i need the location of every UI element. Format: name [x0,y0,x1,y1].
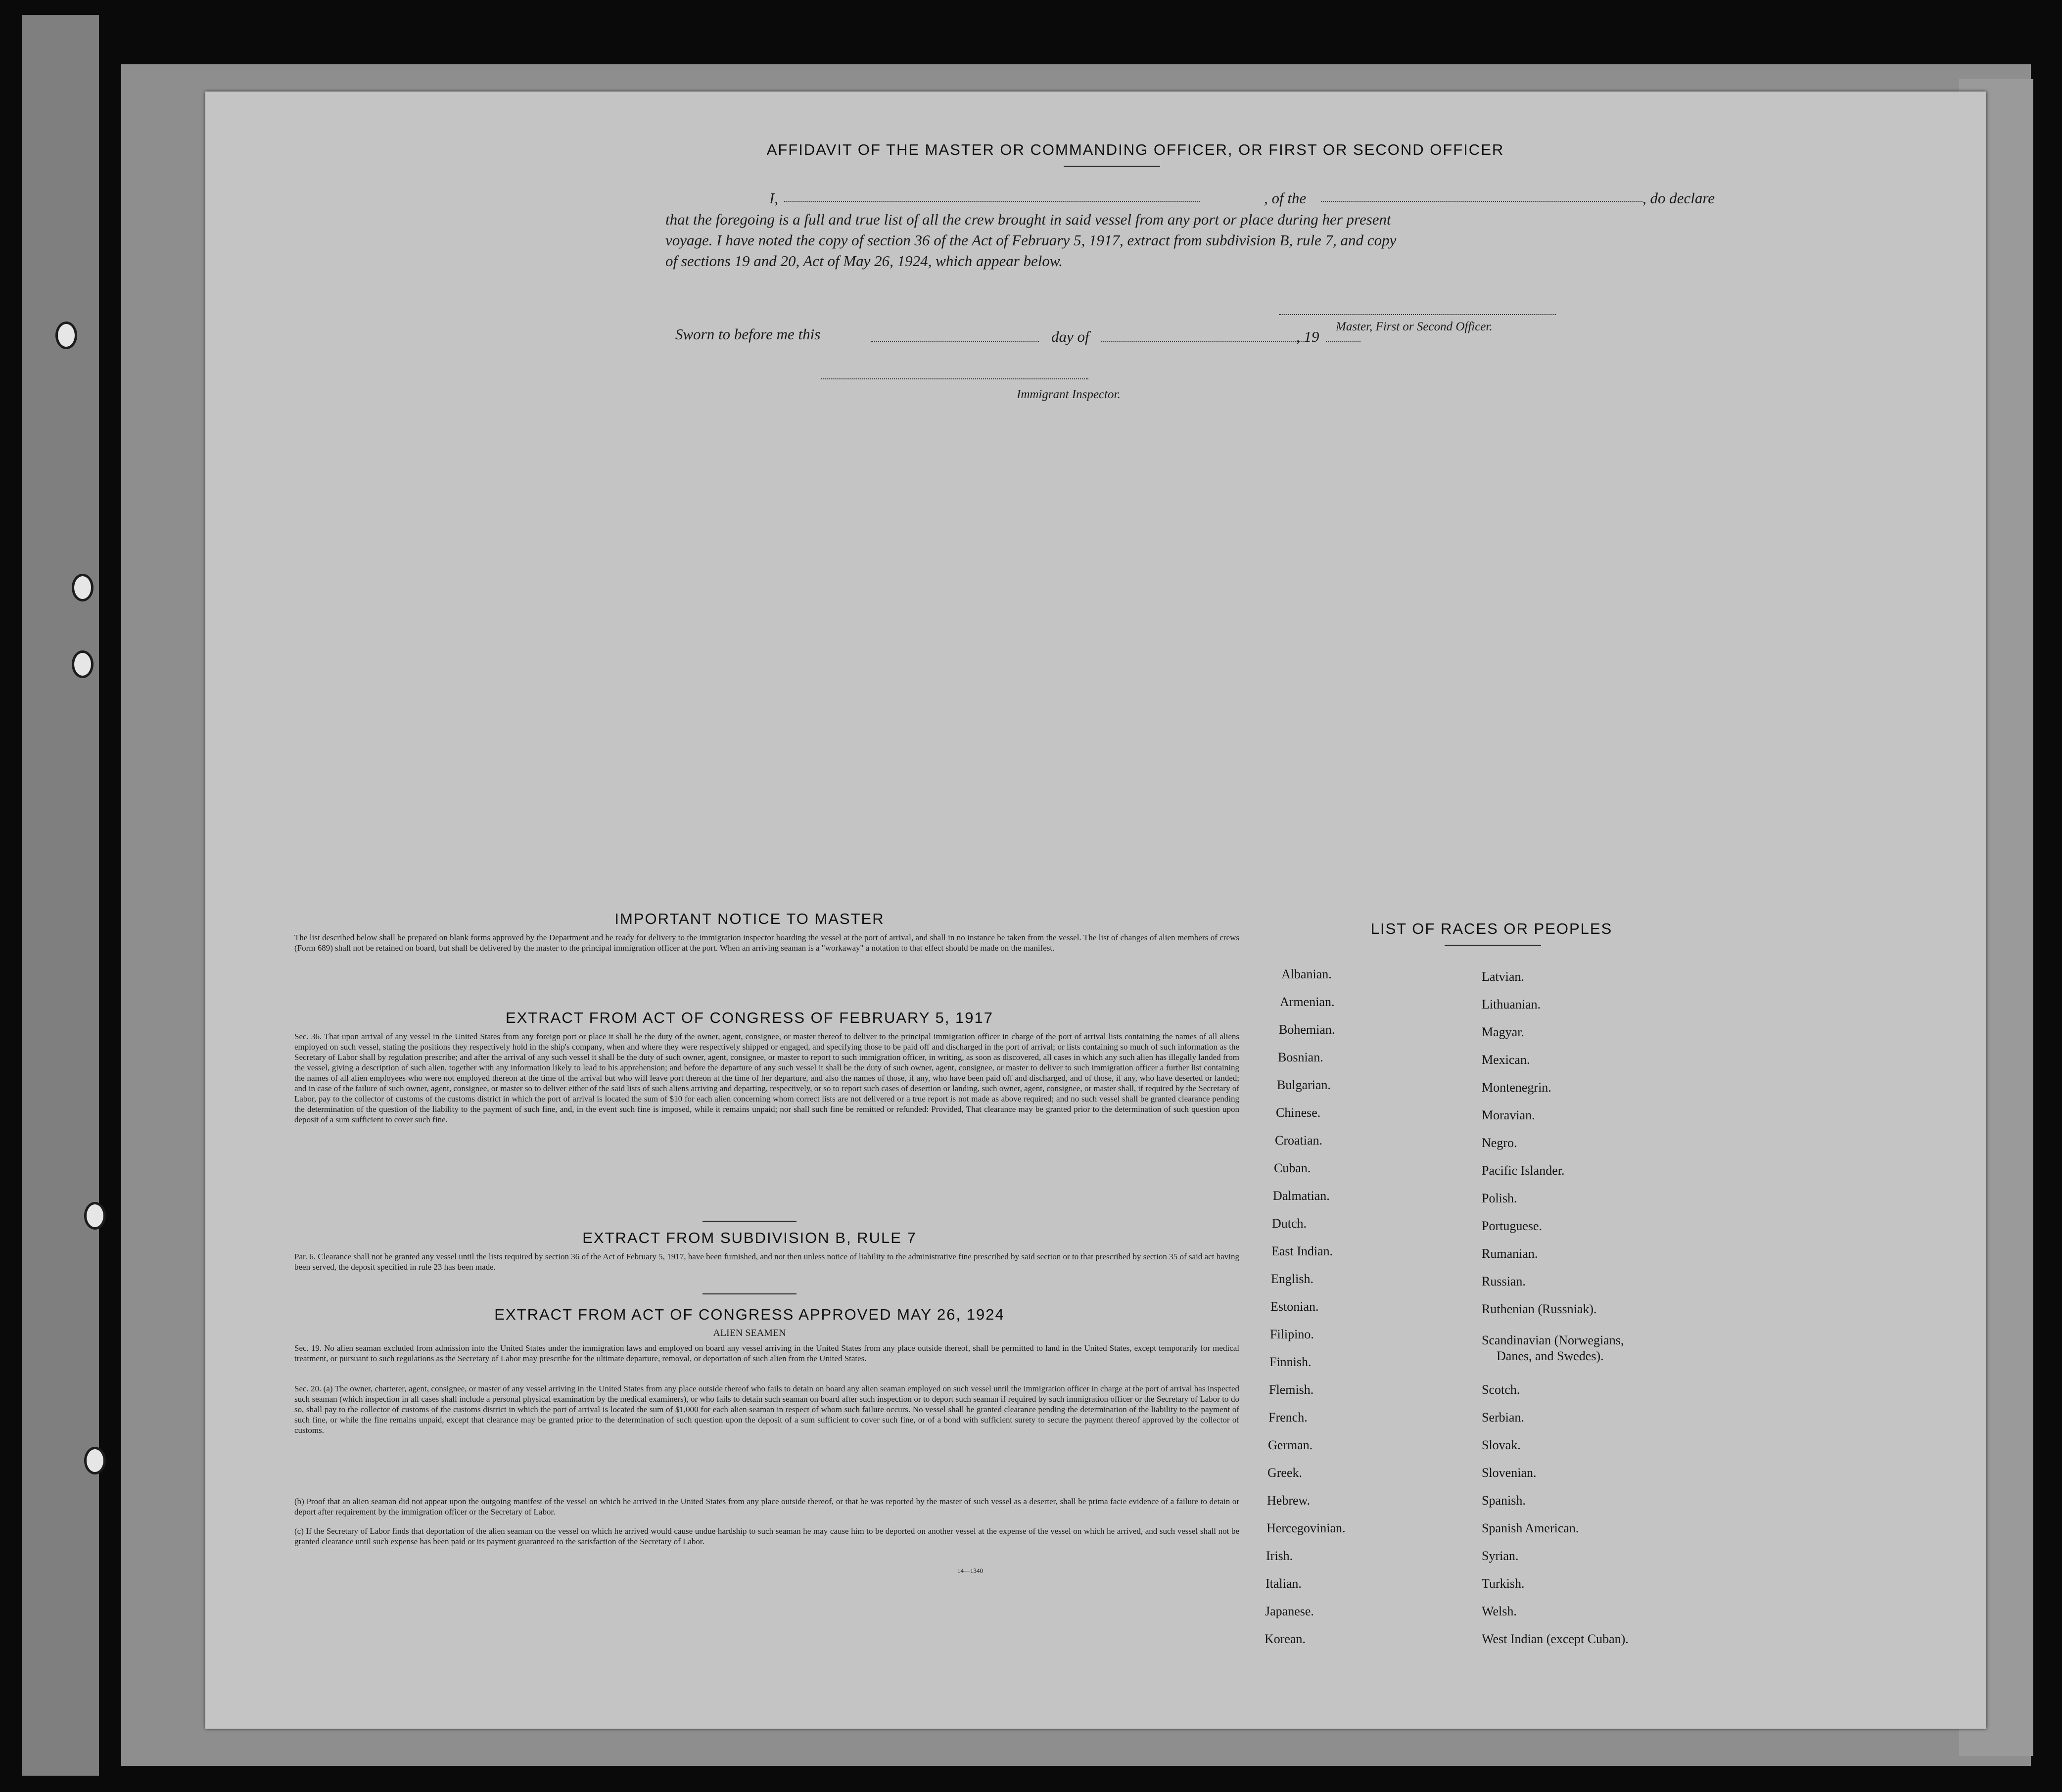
affidavit-line-4: of sections 19 and 20, Act of May 26, 1924, which appear below. [665,252,1063,270]
left-page-strip [22,15,99,1776]
race-item: Latvian. [1482,969,1524,984]
extract-1924-sec19: Sec. 19. No alien seaman excluded from admission into the United States under the immigration laws and employed on board any vessel arriving in the United States from any place outside thereof, shall be permitted to land in the United States, except temporarily for medical treatment, or pursuant to such regulations as the Secretary of Labor may prescribe for the ultimate departure, removal, or deportation of such alien from the United States. [294,1343,1239,1363]
race-item: Portuguese. [1482,1219,1543,1233]
subdivision-b-title: EXTRACT FROM SUBDIVISION B, RULE 7 [582,1229,917,1246]
name-blank[interactable] [784,201,1200,202]
year-label: , 19 [1296,328,1319,345]
sworn-date-blank[interactable] [871,341,1039,342]
affidavit-of-the: , of the [1264,189,1307,207]
section-divider [703,1221,797,1222]
race-item: Polish. [1482,1191,1517,1205]
extract-1924-title: EXTRACT FROM ACT OF CONGRESS APPROVED MAY 26, 1924 [494,1306,1005,1323]
inspector-label: Immigrant Inspector. [1017,388,1121,401]
affidavit-do-declare: , do declare [1642,189,1715,207]
race-item: Scandinavian (Norwegians, [1482,1333,1624,1347]
extract-1917-title: EXTRACT FROM ACT OF CONGRESS OF FEBRUARY 5, 1917 [505,1009,994,1026]
year-blank[interactable] [1326,341,1360,342]
races-title: LIST OF RACES OR PEOPLES [1370,920,1613,937]
race-item: Irish. [1266,1549,1293,1563]
race-item: Chinese. [1276,1105,1321,1120]
race-item: East Indian. [1271,1244,1333,1258]
binder-hole-icon [84,1202,106,1230]
extract-1924-subtitle: ALIEN SEAMEN [713,1328,786,1338]
race-item: West Indian (except Cuban). [1482,1632,1629,1646]
races-title-rule [1445,945,1541,946]
race-item: Rumanian. [1482,1246,1538,1261]
section-divider [703,1293,797,1294]
race-item: Albanian. [1281,967,1332,981]
race-item: Pacific Islander. [1482,1163,1565,1178]
extract-1924-sec20a: Sec. 20. (a) The owner, charterer, agent, consignee, or master of any vessel arriving in the United States from any place outside thereof who fails to detain on board any alien seaman employed on such vessel until the immigration officer in charge at the port of arrival has inspected such seaman (which inspection in all cases shall include a personal physical examination by the medical examiners), or who fails to detain such seaman on board after such inspection or to deport such seaman if required by such immigration officer or the Secretary of Labor to do so, shall pay to the collector of customs of the customs district in which the port of arrival is located the sum of $1,000 for each alien seaman in respect of whom such failure occurs. No vessel shall be granted clearance pending the determination of the liability to the payment of such fine, or while the fine remains unpaid, except that clearance may be granted prior to the determination of such question upon the deposit of a sum sufficient to cover such fine, or of a bond with sufficient surety to secure the payment thereof approved by the collector of customs. [294,1384,1239,1435]
affidavit-title: AFFIDAVIT OF THE MASTER OR COMMANDING OFFICER, OR FIRST OR SECOND OFFICER [766,141,1504,158]
race-item: Cuban. [1274,1161,1311,1175]
race-item: Welsh. [1482,1604,1517,1618]
race-item: Japanese. [1265,1604,1314,1618]
month-blank[interactable] [1101,341,1304,342]
race-item: Moravian. [1482,1108,1535,1122]
race-item: English. [1271,1272,1313,1286]
binder-hole-icon [84,1447,106,1474]
race-item: Slovenian. [1482,1466,1537,1480]
race-item: Montenegrin. [1482,1080,1551,1095]
vessel-blank[interactable] [1321,201,1642,202]
race-item: Russian. [1482,1274,1526,1288]
race-item: Estonian. [1270,1299,1319,1314]
race-item: Bosnian. [1278,1050,1323,1064]
race-item: Finnish. [1269,1355,1312,1369]
affidavit-line-2: that the foregoing is a full and true list of all the crew brought in said vessel from any port or place during her present [665,211,1391,228]
binder-hole-icon [72,650,94,678]
extract-1924-sec20c: (c) If the Secretary of Labor finds that deportation of the alien seaman on the vessel on which he arrived would cause undue hardship to such seaman he may cause him to be deported on another vessel at the expense of the vessel on which he arrived, and such vessel shall not be granted clearance until such expense has been paid or its payment guaranteed to the satisfaction of the Secretary of Labor. [294,1526,1239,1546]
race-item: Italian. [1265,1576,1302,1591]
sworn-label: Sworn to before me this [675,325,821,343]
race-item: Serbian. [1482,1410,1524,1424]
race-item: Dutch. [1272,1216,1307,1231]
race-item: Hebrew. [1267,1493,1311,1508]
race-item: Syrian. [1482,1549,1519,1563]
race-item: Filipino. [1270,1327,1314,1341]
affidavit-line-1 [769,188,1793,210]
race-item: Ruthenian (Russniak). [1482,1302,1597,1316]
notice-text: The list described below shall be prepared on blank forms approved by the Department and be ready for delivery to the immigration inspector boarding the vessel at the port of arrival, and shall in no instance be taken from the vessel. The list of changes of alien members of crews (Form 689) shall not be retained on board, but shall be delivered by the master to the principal immigration officer at the port. When an arriving seaman is a "workaway" a notation to that effect should be made on the manifest. [294,933,1239,953]
extract-1924-sec20b: (b) Proof that an alien seaman did not appear upon the outgoing manifest of the vessel on which he arrived in the United States from any place outside thereof, or that he was reported by the master of such vessel as a deserter, shall be prima facie evidence of a failure to detain or deport after requirement by the immigration officer or the Secretary of Labor. [294,1497,1239,1516]
race-item: Flemish. [1269,1382,1314,1397]
race-item: Scotch. [1482,1382,1520,1397]
master-signature-blank[interactable] [1279,314,1556,315]
race-item: Lithuanian. [1482,997,1541,1011]
race-item: Spanish. [1482,1493,1526,1508]
race-item: Dalmatian. [1273,1189,1330,1203]
race-item: German. [1268,1438,1313,1452]
master-signature-label: Master, First or Second Officer. [1336,320,1493,333]
race-item: French. [1268,1410,1308,1424]
title-rule [1064,166,1160,167]
race-item: Mexican. [1482,1053,1530,1067]
race-item: Slovak. [1482,1438,1521,1452]
race-item: Armenian. [1280,995,1335,1009]
race-item: Hercegovinian. [1266,1521,1346,1535]
race-item: Turkish. [1482,1576,1525,1591]
notice-title: IMPORTANT NOTICE TO MASTER [614,910,885,927]
race-item: Magyar. [1482,1025,1524,1039]
race-item: Bulgarian. [1277,1078,1331,1092]
race-item: Negro. [1482,1136,1517,1150]
document-page [205,92,1986,1729]
race-item: Bohemian. [1279,1022,1335,1037]
affidavit-line-3: voyage. I have noted the copy of section 36 of the Act of February 5, 1917, extract from subdivision B, rule 7, and copy [665,231,1397,249]
subdivision-b-text: Par. 6. Clearance shall not be granted any vessel until the lists required by section 36 of the Act of February 5, 1917, have been furnished, and not then unless notice of liability to the administrative fine prescribed by said section or to that prescribed by section 35 of said act having been served, the deposit specified in rule 23 has been made. [294,1252,1239,1272]
binder-hole-icon [72,574,94,601]
affidavit-i: I, [769,189,779,207]
race-item: Croatian. [1275,1133,1323,1148]
extract-1917-text: Sec. 36. That upon arrival of any vessel in the United States from any foreign port or place it shall be the duty of the owner, agent, consignee, or master thereof to deliver to the principal immigration officer in charge of the port of arrival lists containing the names of all aliens employed on such vessel, stating the positions they respectively hold in the ship's company, when and where they were respectively shipped or engaged, and specifying those to be paid off and discharged in the port of arrival; or lists containing so much of such information as the Secretary of Labor shall by regulation prescribe; and after the arrival of any such vessel it shall be the duty of such owner, agent, consignee, or master to report to such immigration officer, in writing, as soon as discovered, all cases in which any such alien has illegally landed from the vessel, giving a description of such alien, together with any information likely to lead to his apprehension; and before the departure of any such vessel it shall be the duty of such owner, agent, consignee, or master to deliver to such immigration officer a further list containing the names of all alien employees who were not employed thereon at the time of the arrival but who will leave port thereon at the time of her departure, and also the names of those, if any, who have been paid off and discharged, and of those, if any, who have deserted or landed; and in case of the failure of such owner, agent, consignee, or master so to deliver either of the said lists of such aliens arriving and departing, respectively, or so to report such cases of desertion or landing, such owner, agent, consignee, or master shall, if required by the Secretary of Labor, pay to the collector of customs of the customs district in which the port of arrival is located the sum of $10 for each alien concerning whom correct lists are not delivered or a true report is not made as above required; and no such vessel shall be granted clearance pending the determination of the question of the liability to the payment of such fine, and, in the event such fine is imposed, while it remains unpaid; nor shall such fine be remitted or refunded: Provided, That clearance may be granted prior to the determination of such question upon deposit of a sum sufficient to cover such fine. [294,1032,1239,1124]
race-item: Spanish American. [1482,1521,1579,1535]
race-item: Danes, and Swedes). [1497,1349,1604,1363]
race-item: Greek. [1267,1466,1303,1480]
binder-hole-icon [55,322,77,349]
race-item: Korean. [1265,1632,1306,1646]
form-number: 14—1340 [957,1567,983,1574]
inspector-signature-blank[interactable] [821,378,1088,379]
day-of-label: day of [1051,328,1089,345]
